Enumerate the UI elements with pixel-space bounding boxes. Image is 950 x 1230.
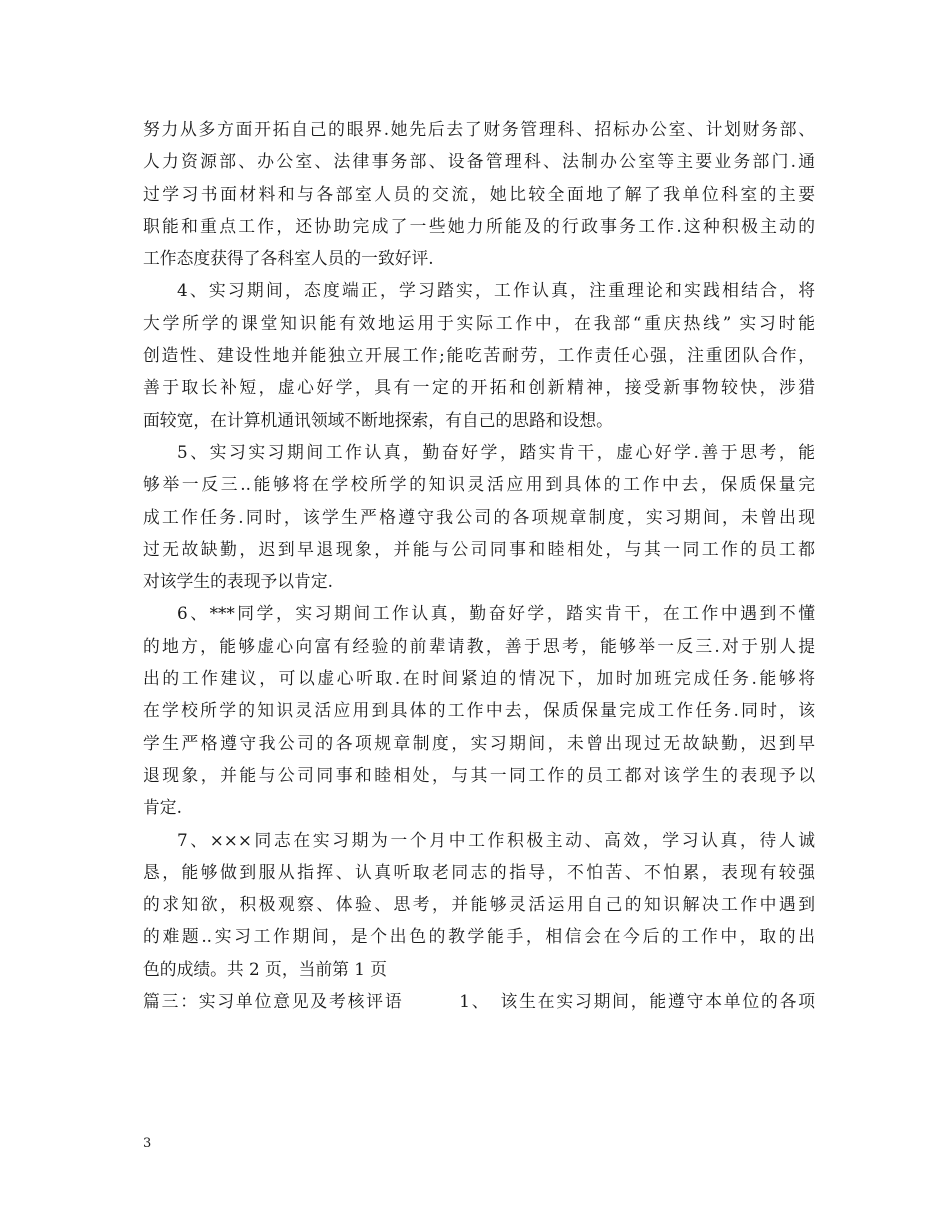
text-line: 职能和重点工作，还协助完成了一些她力所能及的行政事务工作.这种积极主动的 (143, 215, 815, 236)
text-line: 7、×××同志在实习期为一个月中工作积极主动、高效，学习认真，待人诚 (177, 829, 815, 850)
text-line: 过无故缺勤，迟到早退现象，并能与公司同事和睦相处，与其一同工作的员工都 (143, 538, 815, 559)
text-line: 4、实习期间，态度端正，学习踏实，工作认真，注重理论和实践相结合，将 (177, 280, 815, 301)
text-line: 6、***同学，实习期间工作认真，勤奋好学，踏实肯干，在工作中遇到不懂 (177, 603, 815, 624)
paragraph-item-5 (143, 436, 815, 597)
page-number: 3 (143, 1136, 152, 1151)
paragraph-item-4 (143, 274, 815, 435)
text-line: 在学校所学的知识灵活应用到具体的工作中去，保质保量完成工作任务.同时，该 (143, 700, 815, 721)
text-line: 的求知欲，积极观察、体验、思考，并能够灵活运用自己的知识解决工作中遇到 (143, 894, 815, 915)
text-line: 学生严格遵守我公司的各项规章制度，实习期间，未曾出现过无故缺勤，迟到早 (143, 732, 815, 753)
text-line: 肯定. (143, 797, 182, 818)
text-line: 创造性、建设性地并能独立开展工作;能吃苦耐劳，工作责任心强，注重团队合作， (143, 345, 815, 366)
text-line: 努力从多方面开拓自己的眼界.她先后去了财务管理科、招标办公室、计划财务部、 (143, 119, 815, 139)
section-heading-part-3 (143, 985, 815, 1017)
paragraph-item-7 (143, 824, 815, 985)
text-line: 够举一反三..能够将在学校所学的知识灵活应用到具体的工作中去，保质保量完 (143, 474, 815, 495)
text-line: 色的成绩。共 2 页，当前第 1 页 (143, 958, 388, 979)
text-line: 的难题..实习工作期间，是个出色的教学能手，相信会在今后的工作中，取的出 (143, 926, 815, 947)
text-line: 篇三：实习单位意见及考核评语 1、 该生在实习期间，能遵守本单位的各项 (143, 991, 815, 1012)
text-line: 人力资源部、办公室、法律事务部、设备管理科、法制办公室等主要业务部门.通 (143, 151, 815, 172)
text-line: 成工作任务.同时，该学生严格遵守我公司的各项规章制度，实习期间，未曾出现 (143, 506, 815, 527)
paragraph-item-6 (143, 597, 815, 823)
text-line: 过学习书面材料和与各部室人员的交流，她比较全面地了解了我单位科室的主要 (143, 183, 815, 204)
text-line: 大学所学的课堂知识能有效地运用于实际工作中，在我部“重庆热线” 实习时能 (143, 312, 815, 333)
paragraph-1 (143, 113, 815, 274)
text-line: 面较宽，在计算机通讯领域不断地探索，有自己的思路和设想。 (143, 409, 613, 430)
text-line: 出的工作建议，可以虚心听取.在时间紧迫的情况下，加时加班完成任务.能够将 (143, 668, 815, 689)
text-line: 恳，能够做到服从指挥、认真听取老同志的指导，不怕苦、不怕累，表现有较强 (143, 861, 815, 882)
text-line: 工作态度获得了各科室人员的一致好评. (143, 248, 434, 269)
document-body (143, 113, 815, 1017)
text-line: 对该学生的表现予以肯定. (143, 571, 333, 592)
text-line: 5、实习实习期间工作认真，勤奋好学，踏实肯干，虚心好学.善于思考，能 (177, 441, 815, 462)
text-line: 退现象，并能与公司同事和睦相处，与其一同工作的员工都对该学生的表现予以 (143, 764, 815, 785)
text-line: 善于取长补短，虚心好学，具有一定的开拓和创新精神，接受新事物较快，涉猎 (143, 377, 815, 398)
text-line: 的地方，能够虚心向富有经验的前辈请教，善于思考，能够举一反三.对于别人提 (143, 635, 815, 656)
